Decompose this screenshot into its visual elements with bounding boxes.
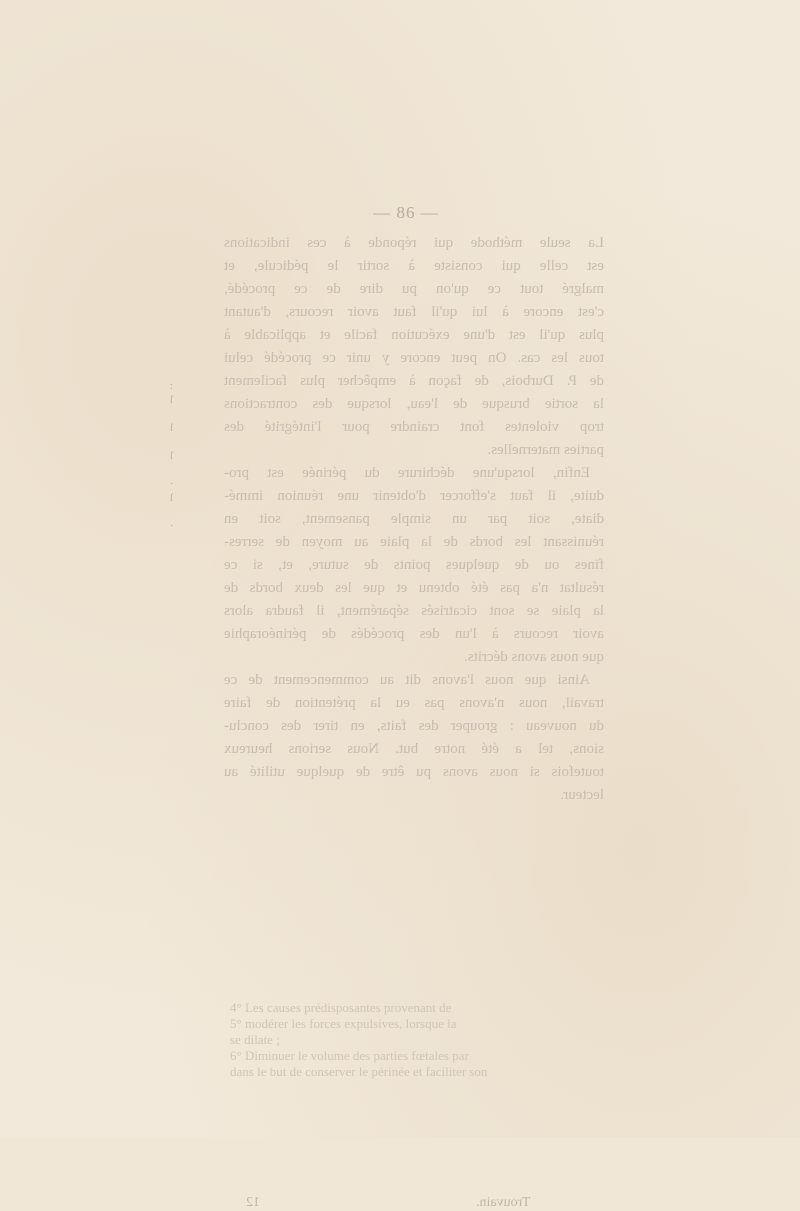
- text-line: trop violentes font craindre pour l'intégrité des: [224, 419, 604, 435]
- text-line: de P. Durbois, de façon à empêcher plus facilement: [224, 373, 604, 389]
- bleed-line: 4° Les causes prédisposantes provenant de: [230, 1000, 452, 1015]
- bleed-line: se dilate ;: [230, 1032, 280, 1047]
- text-line: La seule méthode qui réponde à ces indications: [224, 235, 604, 251]
- signature-number: 12: [246, 1195, 260, 1210]
- text-line: sions, tel a été notre but. Nous serions heureux: [224, 741, 604, 757]
- printer-signature: Trouvain.: [476, 1195, 531, 1210]
- text-line: la plaie se sont cicatrisés séparément, il faudra alors: [224, 603, 604, 619]
- text-line: Ainsi que nous l'avons dit au commencement de ce: [224, 672, 590, 688]
- text-line: malgré tout ce qu'on pu dire de ce procédé,: [224, 281, 604, 297]
- text-line: plus qu'il est d'une exécution facile et applicable à: [224, 327, 604, 343]
- show-through-text: [224, 232, 604, 807]
- bleed-line: dans le but de conserver le périnée et faciliter son: [230, 1064, 488, 1079]
- text-line: c'est encore à lui qu'il faut avoir recours, d'autant: [224, 304, 604, 320]
- text-line: Enfin, lorsqu'une déchirure du périnée est pro-: [224, 465, 590, 481]
- text-line: tous les cas. On peut encore y unir ce procédé celui: [224, 350, 604, 366]
- text-line: travail, nous n'avons pas eu la prétention de faire: [224, 695, 604, 711]
- text-line: toutefois si nous avons pu être de quelque utilité au: [224, 764, 604, 780]
- text-line: lecteur.: [560, 787, 604, 803]
- text-line: résultat n'a pas été obtenu et que les deux bords de: [224, 580, 604, 596]
- text-line: la sortie brusque de l'eau, lorsque des contractions: [224, 396, 604, 412]
- text-line: diate, soit par un simple pansement, soit en: [224, 511, 604, 527]
- page-number: — 86 —: [373, 203, 439, 222]
- text-line: avoir recours à l'un des procédés de périnéoraphie: [224, 626, 604, 642]
- text-line: que nous avons décrits.: [464, 649, 604, 665]
- text-line: du nouveau : grouper des faits, en tirer des conclu-: [224, 718, 604, 734]
- text-line: est celle qui consiste à sortir le pédicule, et: [224, 258, 604, 274]
- text-line: réunissant les bords de la plaie au moyen de serres-: [224, 534, 604, 550]
- text-line: fines ou de quelques points de suture, et, si ce: [224, 557, 604, 573]
- bleed-line: 5° modérer les forces expulsives, lorsque la: [230, 1016, 457, 1031]
- text-line: parties maternelles.: [487, 442, 604, 458]
- bleed-through-text: [230, 1000, 610, 1080]
- bleed-line: 6° Diminuer le volume des parties fœtales par: [230, 1048, 469, 1063]
- margin-mark: : ſ ſ ſ · ſ ·: [170, 381, 174, 532]
- text-line: duite, il faut s'efforcer d'obtenir une réunion immé-: [224, 488, 604, 504]
